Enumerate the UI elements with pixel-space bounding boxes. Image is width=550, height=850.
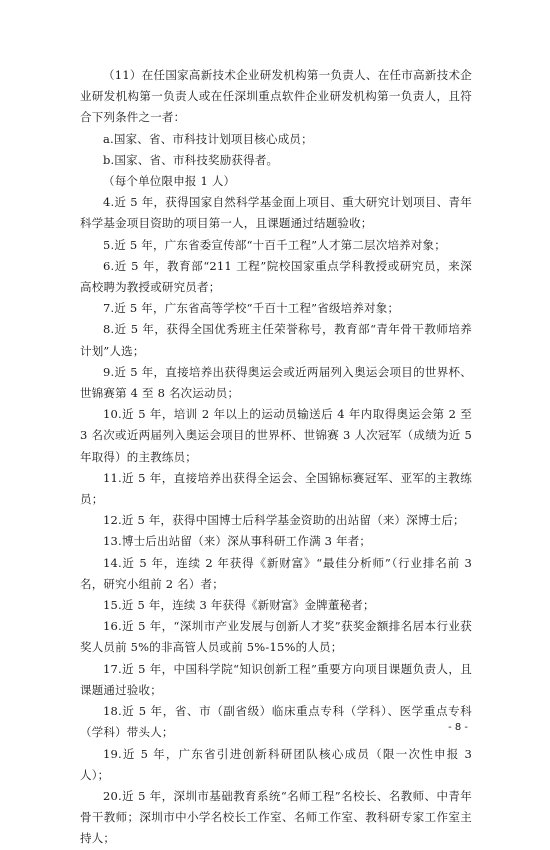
- paragraph-item-12: 12.近 5 年，获得中国博士后科学基金资助的出站留（来）深博士后；: [103, 513, 465, 528]
- paragraph-item-19: 19.近 5 年，广东省引进创新科研团队核心成员（限一次性申报 3 人）；: [80, 746, 472, 782]
- paragraph-item-14: 14.近 5 年，连续 2 年获得《新财富》“最佳分析师”（行业排名前 3 名，研究小组前 2 名）者；: [80, 555, 472, 591]
- paragraph-item-18: 18.近 5 年，省、市（副省级）临床重点专科（学科）、医学重点专科（学科）带头人；: [80, 704, 472, 740]
- paragraph-item-5: 5.近 5 年，广东省委宣传部“十百千工程”人才第二层次培养对象；: [103, 237, 446, 252]
- paragraph-item-20: 20.近 5 年，深圳市基础教育系统“名师工程”名校长、名教师、中青年骨干教师；深圳市中小学名校长工作室、名师工作室、教科研专家工作室主持人；: [80, 788, 472, 846]
- document-body: [80, 65, 472, 850]
- paragraph-item-13: 13.博士后出站留（来）深从事科研工作满 3 年者；: [103, 534, 372, 549]
- paragraph-item-10: 10.近 5 年，培训 2 年以上的运动员输送后 4 年内取得奥运会第 2 至 3 名次或近两届列入奥运会项目的世界杯、世锦赛 3 人次冠军（成绩为近 5 年取得）的主教练员；: [80, 407, 472, 464]
- page-number: - 8 -: [448, 722, 468, 733]
- paragraph-item-7: 7.近 5 年，广东省高等学校“千百十工程”省级培养对象；: [103, 301, 400, 316]
- paragraph-item-b: b.国家、省、市科技奖励获得者。: [103, 152, 279, 167]
- paragraph-item-9: 9.近 5 年，直接培养出获得奥运会或近两届列入奥运会项目的世界杯、世锦赛第 4 至 8 名次运动员；: [80, 364, 472, 401]
- paragraph-item-16: 16.近 5 年，“深圳市产业发展与创新人才奖”获奖金额排名居本行业获奖人员前 5%的非高管人员或前 5%-15%的人员；: [80, 619, 472, 655]
- paragraph-item-4: 4.近 5 年，获得国家自然科学基金面上项目、重大研究计划项目、青年科学基金项目资助的项目第一人，且课题通过结题验收；: [80, 195, 472, 231]
- paragraph-quota-note: （每个单位限申报 1 人）: [103, 174, 236, 189]
- paragraph-item-17: 17.近 5 年，中国科学院“知识创新工程”重要方向项目课题负责人，且课题通过验收；: [80, 661, 472, 697]
- paragraph-item-15: 15.近 5 年，连续 3 年获得《新财富》金牌董秘者；: [103, 598, 375, 613]
- paragraph-item-a: a.国家、省、市科技计划项目核心成员；: [103, 131, 313, 146]
- paragraph-item-8: 8.近 5 年，获得全国优秀班主任荣誉称号，教育部“青年骨干教师培养计划”人选；: [80, 322, 472, 358]
- paragraph-11-condition: （11）在任国家高新技术企业研发机构第一负责人、在任市高新技术企业研发机构第一负责人或在任深圳重点软件企业研发机构第一负责人，且符合下列条件之一者：: [80, 68, 472, 125]
- paragraph-item-11: 11.近 5 年，直接培养出获得全运会、全国锦标赛冠军、亚军的主教练员；: [80, 470, 472, 507]
- paragraph-item-6: 6.近 5 年，教育部“211 工程”院校国家重点学科教授或研究员，来深高校聘为教授或研究员者；: [80, 258, 472, 295]
